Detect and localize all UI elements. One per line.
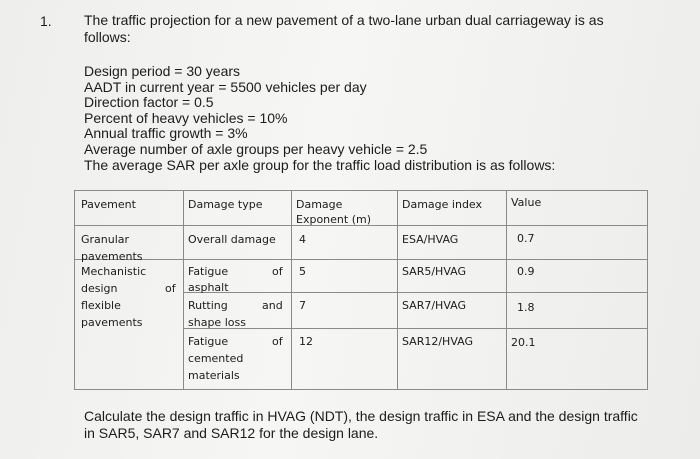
table-divider — [75, 259, 647, 260]
table-row-damage-line2: cemented — [188, 352, 244, 365]
table-row-damage-line2: asphalt — [188, 281, 229, 294]
granular-pavement-line1: Granular — [81, 233, 130, 246]
table-row-exponent: 12 — [299, 335, 313, 348]
mechanistic-pavement-line1: Mechanistic — [81, 265, 147, 278]
param-direction-factor: Direction factor = 0.5 — [84, 94, 214, 111]
header-pavement: Pavement — [81, 198, 136, 211]
table-row-exponent: 7 — [299, 299, 306, 312]
table-divider — [397, 191, 398, 389]
question-intro: The traffic projection for a new pavement of a two-lane urban dual carriageway is as follows: — [84, 12, 604, 45]
mechanistic-pavement-line2: design — [81, 282, 118, 295]
param-sar-intro: The average SAR per axle group for the traffic load distribution is as follows: — [84, 156, 556, 173]
mechanistic-pavement-of: of — [165, 282, 176, 295]
param-axle-groups: Average number of axle groups per heavy vehicle = 2.5 — [84, 140, 428, 157]
table-row-damage-line1: Rutting — [188, 299, 228, 312]
table-row-damage-line1: Fatigue — [188, 265, 229, 278]
param-heavy-vehicles: Percent of heavy vehicles = 10% — [84, 109, 288, 126]
table-row-damage-line2: shape loss — [188, 316, 246, 329]
mechanistic-pavement-line4: pavements — [81, 316, 143, 329]
granular-value: 0.7 — [517, 232, 535, 245]
table-divider — [506, 191, 507, 389]
table-row-value: 0.9 — [517, 265, 535, 278]
table-row-damage-connector: of — [272, 265, 283, 278]
table-divider — [291, 191, 292, 389]
param-design-period: Design period = 30 years — [84, 63, 241, 79]
granular-damage-type: Overall damage — [188, 233, 276, 246]
granular-exponent: 4 — [299, 233, 306, 246]
sar-table — [74, 190, 648, 390]
table-row-exponent: 5 — [299, 265, 306, 278]
header-value: Value — [511, 196, 542, 209]
table-divider — [183, 191, 184, 389]
table-row-value: 20.1 — [511, 336, 536, 349]
header-damage-type: Damage type — [188, 198, 263, 211]
header-exponent-line2: Exponent (m) — [296, 213, 371, 226]
table-row-index: SAR7/HVAG — [402, 299, 467, 312]
question-task: Calculate the design traffic in HVAG (NDT), the design traffic in ESA and the design traffic in SAR5, SAR7 and SAR12 for the design lane. — [84, 408, 638, 441]
parameter-list — [84, 64, 555, 173]
table-row-damage-connector: of — [272, 335, 283, 348]
granular-pavement-line2: pavements — [81, 250, 143, 263]
param-aadt: AADT in current year = 5500 vehicles per day — [84, 78, 367, 95]
table-row-damage-line1: Fatigue — [188, 335, 229, 348]
table-divider — [183, 328, 647, 329]
table-row-damage-connector: and — [262, 299, 283, 312]
question-number: 1. — [40, 13, 52, 29]
param-traffic-growth: Annual traffic growth = 3% — [84, 125, 248, 142]
table-row-value: 1.8 — [517, 301, 535, 314]
table-divider — [183, 292, 647, 293]
table-row-index: SAR5/HVAG — [402, 265, 467, 278]
table-row-damage-line3: materials — [188, 369, 240, 382]
table-row-index: SAR12/HVAG — [402, 335, 474, 348]
mechanistic-pavement-line3: flexible — [81, 299, 121, 312]
granular-index: ESA/HVAG — [402, 233, 459, 246]
header-damage-index: Damage index — [402, 198, 483, 211]
header-exponent-line1: Damage — [296, 198, 343, 211]
